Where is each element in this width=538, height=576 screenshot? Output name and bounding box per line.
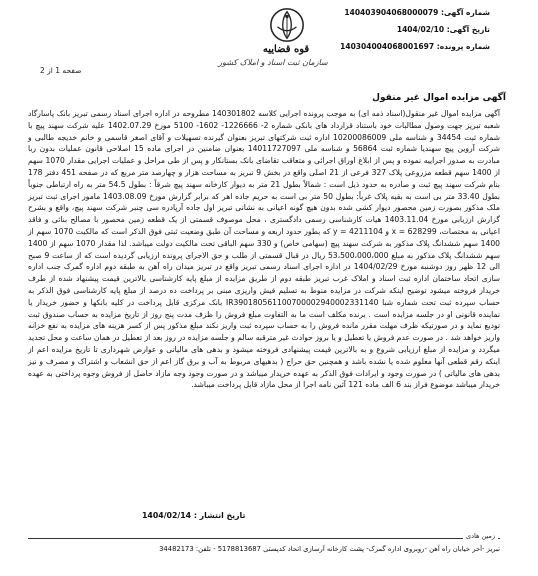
- notice-metadata: [280, 4, 490, 55]
- meta-label: شماره پرونده:: [436, 42, 490, 51]
- meta-label: شماره آگهی:: [440, 8, 490, 17]
- org-subtitle: سازمان ثبت اسناد و املاک کشور: [218, 58, 328, 67]
- document-title: آگهی مزایده اموال غیر منقول: [372, 93, 506, 103]
- meta-notice-date: [280, 21, 490, 38]
- meta-case-number: [280, 38, 490, 55]
- meta-value: 1404/02/10: [396, 25, 445, 34]
- footer-section-label: زمین هادی: [463, 532, 498, 540]
- body-paragraph: آگهی مزایده اموال غیر منقول(اسناد ذمه ای) به موجب پرونده اجرایی کلاسه 140301802 مطروحه در اداره اجرای اسناد رسمی تبریز بانک پاسارگاد شعبه تبریز جهت وصول مطالبات خود باستناد قرارداد های بانکی شماره 2- 1226666- 1602- 5100 مورخ 1402.07.29 علیه شرکت سهند پیچ با شماره ثبت 34454 و شناسه ملی 10200086009 اداره ثبت شرکتهای تبریز بعنوان گیرنده تسهیلات و آقای اصغر قاسمی و خانم خدیجه طالبی و شرکت آروین پیچ سهندیا شماره ثبت 56864 و شناسه ملی 14011727097 بعنوان ضامنین در اجرای ماده 15 اصلاحی قانون عملیات بدون ربا مبادرت به صدور اجراییه نموده و پس از ابلاغ اوراق اجرائی و متعاقب تقاضای بانک بستانکار و پس از طی مراحل و عملیات اجرایی مقدار 1070 سهم از 1400 سهم قطعه مزروعی پلاک 327 فرعی از 21 اصلی واقع در بخش 9 تبریز به مساحت هزار و چهارصد متر مربع که در صفحه 451 دفتر 178 بنام شرکت سهند پیچ ثبت و صادره به حدود ذیل است : شمالاً بطول 21 متر به دیوار کارخانه سهند پیچ شرقاً : بطول 54.5 متر به راه ارتباطی جنوباً بطول 33.40 متر بی است به بقیه پلاک غرباً: بطول 50 متر بی است به حریم جاده اهر که برابر گزارش مورخ 1403.08.09 مامور اجرای ثبت تبریز ملک مذکور بصورت زمین محصور دیوار کشی شده بدون هیچ گونه اعیانی به نشانی تبریز اول جاده آرپادره سی چنبر شرکت سهند پیچ، واقع و بشرح گزارش ارزیابی مورخ 1403.11.04 هیات کارشناسی رسمی دادگستری ، محل موصوف قسمتی از یک قطعه زمین محصور با مصالح بنائی و فاقد اعیانی به مختصات، x = 628299 و y = 4211104 که بطور حدود اربعه و مساحت آن طبق وضعیت ثبتی فوق الذکر است که مالکیت 1070 سهم از 1400 سهم ششدانگ پلاک مذکور به شرکت سهند پیچ (سهامی خاص) و 330 سهم الباقی تحت مالکیت دولت میباشد. لذا مقدار 1070 سهم از 1400 سهم ششدانگ پلاک مذکور به مبلغ 53،500،000،000 ریال در قبال قسمتی از طلب و حق الاجرای پرونده ارزیابی گردیده است که از ساعت 9 صبح الی 12 ظهر روز دوشنبه مورخ 1404/02/29 در اداره اجرای اسناد رسمی تبریز واقع در تبریز میدان راه آهن به طبقه دوم اداره گمرک جنب اداره سازی اتحاد ساختمان اداره ثبت اسناد و املاک غرب تبریز طبقه دوم از طریق مزایده از مبلغ پایه کارشناسی بالاترین قیمت پیشنهاد شده از طرف خریدار فروخته میشود توضیح اینکه شرکت در مزایده منوط به تسلیم فیش واریزی مبنی بر پرداخت ده درصد از مبلغ پایه کارشناسی فوق الذکر به حساب سپرده ثبت تحت شماره شبا IR390180561100700002940002331140 بانک مرکزی قابل پرداخت در کلیه بانکها و حضور خریدار یا نماینده قانونی او در جلسه مزایده است . برنده مکلف است ما به التفاوت مبلغ فروش را ظرف مدت پنج روز از تاریخ مزایده به حساب صندوق ثبت تودیع نماید و در صورتیکه ظرف مهلت مقرر مانده فروش را به حساب سپرده ثبت واریز نکند مبلغ مذکور پس از کسر هزینه های مزایده به نفع خزانه واریز خواهد شد . در صورت عدم فروش یا تعطیل و یا بروز حوادث غیر مترقبه سالم و جلسه مزایده در روز بعد از تعطیل در همان ساعت و محل تجدید میگردد و مزایده از مبلغ ارزیابی شروع و به بالاترین قیمت پیشنهادی فروخته میشود و بدهی های مالیاتی و عوارض شهرداری تا تاریخ مزایده اعم از اینکه رقم قطعی آنها معلوم شده یا نشده باشد و همچنین حق حراج ( بدهیهای مربوط به آب و برق گاز اعم از حق انشعاب و اشتراک و مصرف و نیز بدهی های مالیاتی ) در صورت وجود و ایرادات فوق الذکر به عهده خریدار میباشد و در صورت وجود وجه مازاد حاصل از فروش وجوه پرداختی به عهده خریدار میباشد موضوع فراز بند 6 الف ماده 121 آئین نامه اجرا از محل مازاد قابل پرداخت میباشد.: [28, 109, 501, 390]
- publish-date: تاریخ انتشار : 1404/02/14: [142, 511, 246, 520]
- footer-divider: [28, 538, 500, 539]
- meta-value: 140403904068000079: [344, 8, 439, 17]
- page-indicator: صفحه 1 از 2: [40, 66, 82, 75]
- org-name: قوه قضاییه: [262, 44, 310, 55]
- meta-value: 140304004068001697: [340, 42, 435, 51]
- meta-label: تاریخ آگهی:: [446, 25, 490, 34]
- document-header: [0, 0, 538, 88]
- footer-address: تبریز -آخر خیابان راه آهن -روبروی اداره گمرک- پشت کارخانه آرسازی اتحاد کدپستی 5178813687 - تلفن: 34482173: [159, 545, 500, 553]
- meta-notice-number: [280, 4, 490, 21]
- notice-body: [28, 108, 500, 391]
